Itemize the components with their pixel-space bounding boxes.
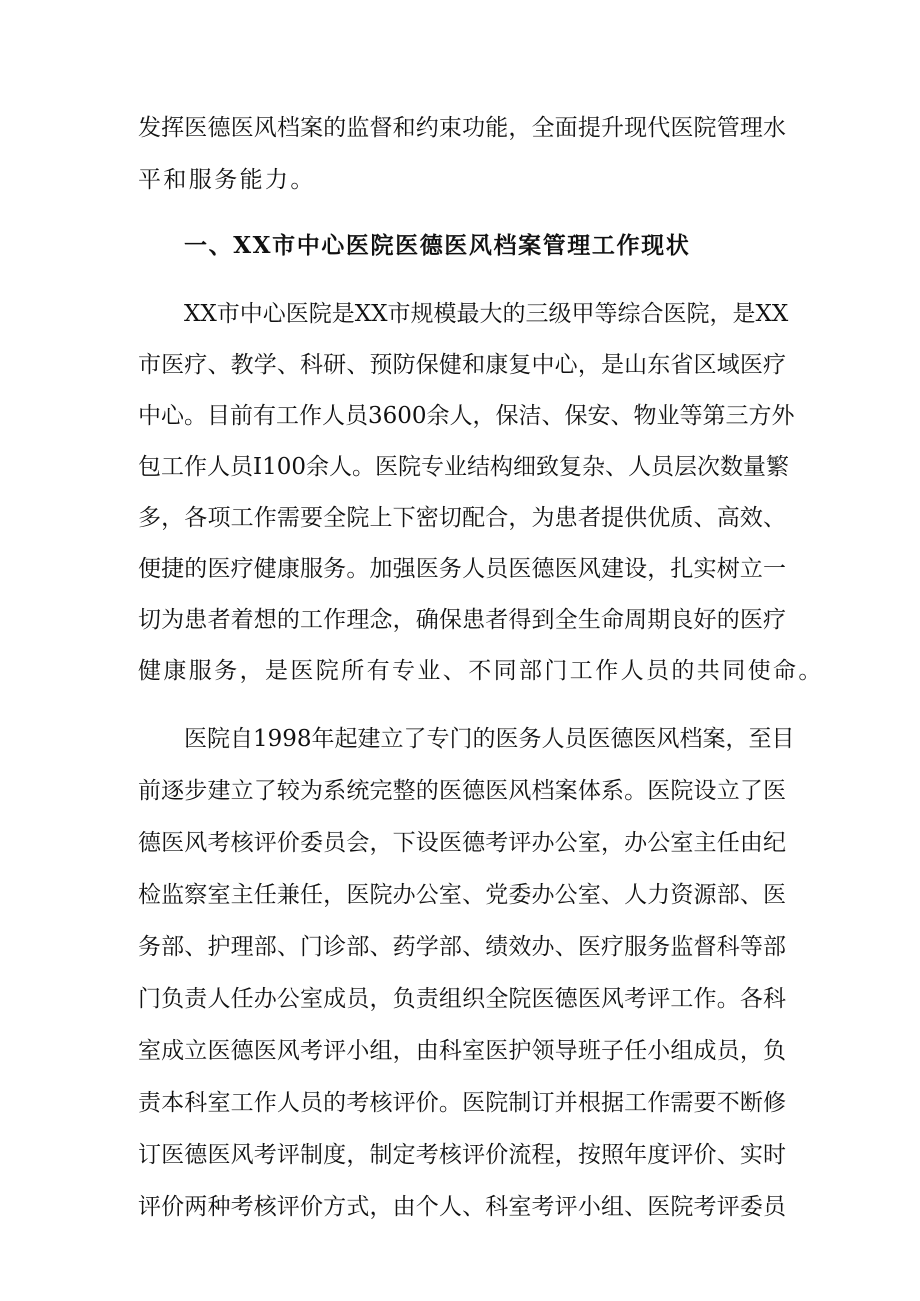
paragraph2-line-4: 检监察室主任兼任，医院办公室、党委办公室、人力资源部、医 (138, 882, 786, 908)
paragraph2-line-5: 务部、护理部、门诊部、药学部、绩效办、医疗服务监督科等部 (138, 934, 786, 960)
paragraph1-line-8: 健康服务，是医院所有专业、不同部门工作人员的共同使命。 (138, 658, 824, 684)
paragraph1-line-3: 中心。目前有工作人员3600余人，保洁、保安、物业等第三方外 (138, 403, 795, 429)
paragraph1-line-7: 切为患者着想的工作理念，确保患者得到全生命周期良好的医疗 (138, 607, 786, 633)
intro-line-2: 平和服务能力。 (138, 167, 316, 193)
paragraph2-line-3: 德医风考核评价委员会，下设医德考评办公室，办公室主任由纪 (138, 830, 786, 856)
paragraph1-line-1: XX市中心医院是XX市规模最大的三级甲等综合医院，是XX (184, 301, 789, 327)
paragraph2-line-8: 责本科室工作人员的考核评价。医院制订并根据工作需要不断修 (138, 1090, 786, 1116)
paragraph2-line-7: 室成立医德医风考评小组，由科室医护领导班子任小组成员，负 (138, 1038, 786, 1064)
intro-line-1: 发挥医德医风档案的监督和约束功能，全面提升现代医院管理水 (138, 115, 786, 141)
paragraph1-line-2: 市医疗、教学、科研、预防保健和康复中心，是山东省区域医疗 (138, 352, 786, 378)
paragraph2-line-9: 订医德医风考评制度，制定考核评价流程，按照年度评价、实时 (138, 1142, 786, 1168)
paragraph1-line-5: 多，各项工作需要全院上下密切配合，为患者提供优质、高效、 (138, 505, 786, 531)
paragraph2-line-1: 医院自1998年起建立了专门的医务人员医德医风档案，至目 (184, 726, 795, 752)
paragraph1-line-6: 便捷的医疗健康服务。加强医务人员医德医风建设，扎实树立一 (138, 556, 786, 582)
section-heading: 一、XX市中心医院医德医风档案管理工作现状 (184, 232, 691, 259)
paragraph2-line-2: 前逐步建立了较为系统完整的医德医风档案体系。医院设立了医 (138, 778, 786, 804)
paragraph1-line-4: 包工作人员I100余人。医院专业结构细致复杂、人员层次数量繁 (138, 454, 789, 480)
paragraph2-line-10: 评价两种考核评价方式，由个人、科室考评小组、医院考评委员 (138, 1194, 786, 1220)
paragraph2-line-6: 门负责人任办公室成员，负责组织全院医德医风考评工作。各科 (138, 986, 786, 1012)
